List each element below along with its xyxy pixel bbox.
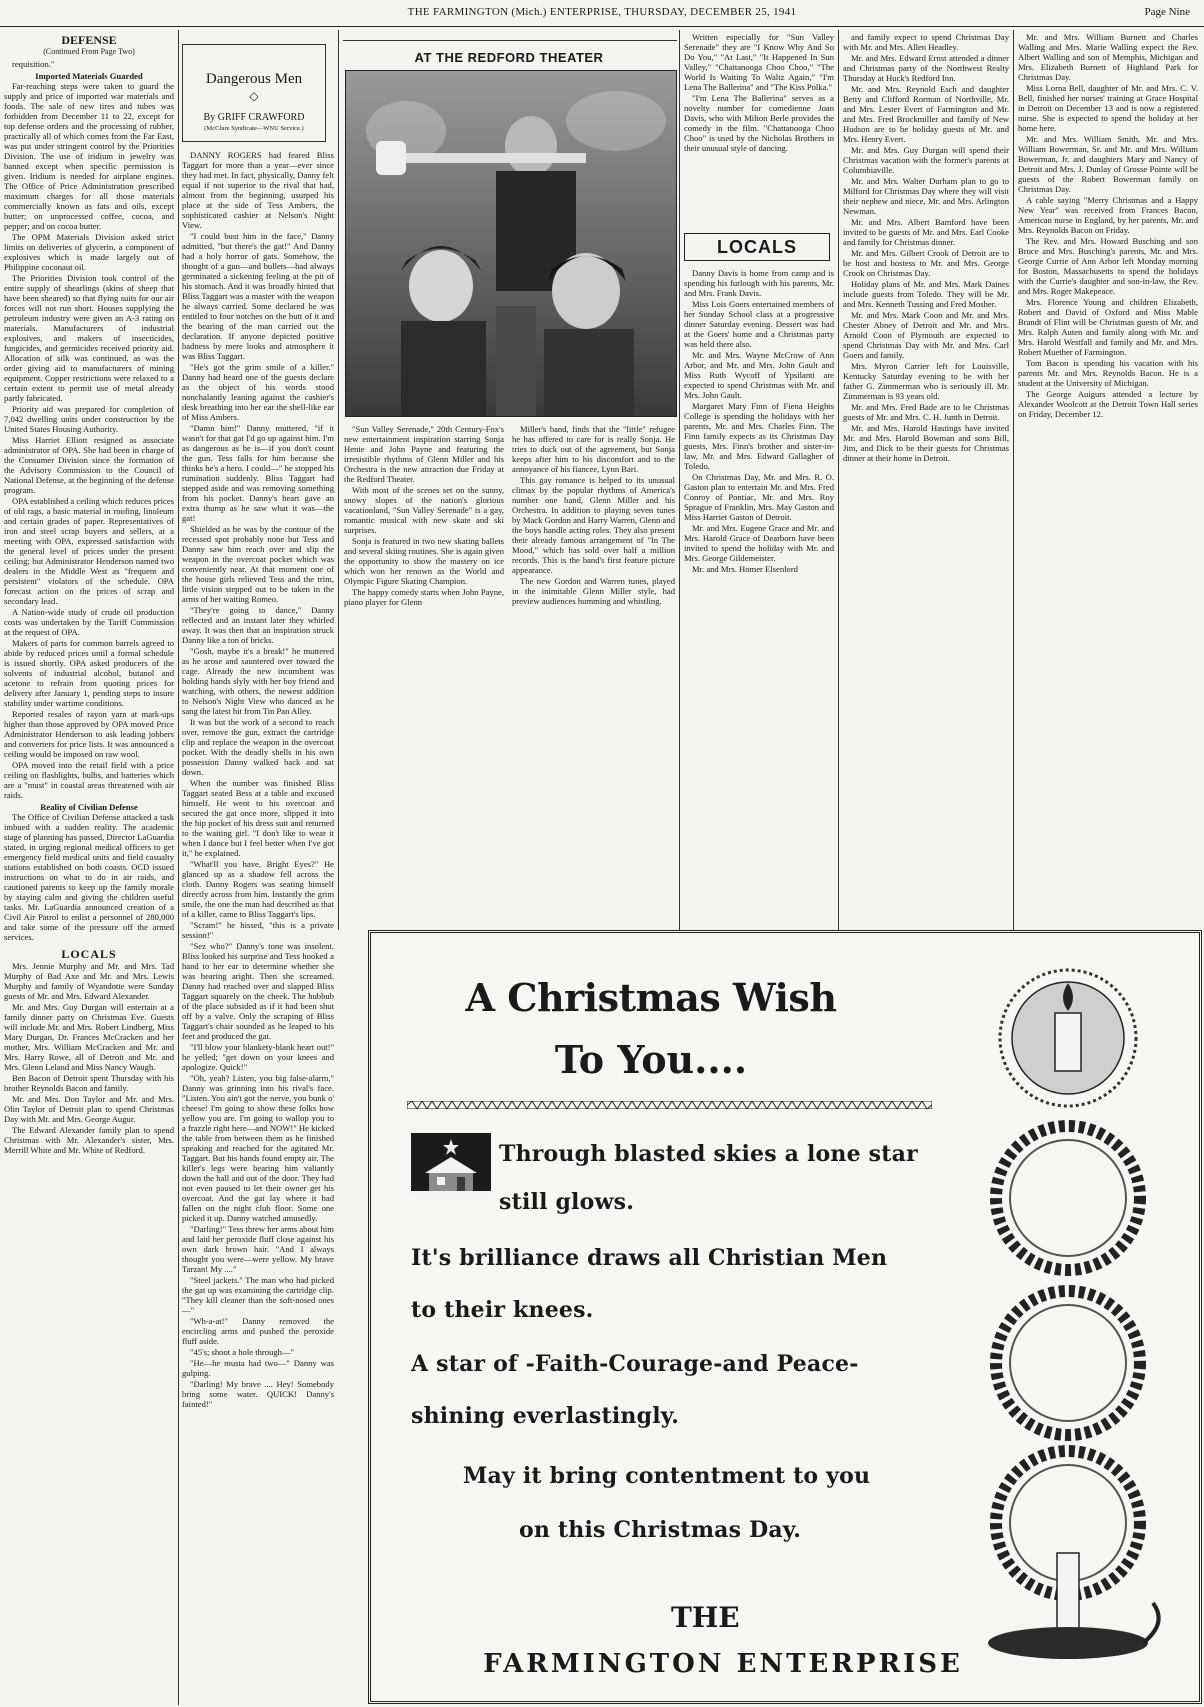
paragraph: Mr. and Mrs. Wayne McCrow of Ann Arbor, and Mr. and Mrs. John Gault and Miss Ruth Wycoff of Ypsilanti are expected to spend Christmas with Mr. and Mrs. John Gault. [684,350,834,400]
ad-title-line2: To You.... [554,1037,748,1082]
christmas-ad [368,930,1202,1704]
paragraph: The Rev. and Mrs. Howard Busching and son Bruce and Mrs. Busching's parents, Mr. and Mrs. George Currie of Ann Arbor left Monday morning for Boston, Massachusetts to spend the holidays with the Currie's daughter and son-in-law, the Rev. and Mrs. Roger Makepeace. [1018,236,1198,296]
column-story [182,150,334,1702]
candle-wreath-illustration [963,953,1173,1673]
column-locals-b [843,32,1009,912]
paragraph: Mr. and Mrs. Edward Ernst attended a dinner and Christmas party of the Northwest Realty Thursday at Huck's Redford Inn. [843,53,1009,83]
theater-rule [343,40,677,41]
defense-heading: DEFENSE [61,33,117,47]
paragraph: The Priorities Division took control of the entire supply of shearlings (skins of sheep that have been sheared) so that flying suits for our air forces will not run short. Houses supplying the petroleum industry were given an A-3 rating on materials. Manufacturers of industrial explosives, and makers of insecticides, fungicides, and germicides received priority aid. Allocation of silk was continued, as was the order giving aid to manufacturers of mining equipment. Copper restrictions were relaxed to a certain extent to permit use of metal already partly fabricated. [4,273,174,403]
page-number: Page Nine [1144,6,1190,18]
paragraph: The George Auigurs attended a lecture by Alexander Woolcott at the Detroit Town Hall series on Friday, December 12. [1018,389,1198,419]
column-locals-c [1018,32,1198,912]
paragraph: Mr. and Mrs. William Burnett and Charles Walling and Mrs. Marie Walling expect the Rev. Albert Walling and son of Memphis, Michigan and Mrs. Elizabeth Burnett of Highland Park for Christmas Day. [1018,32,1198,82]
paragraph: "Oh, yeah? Listen, you big false-alarm," Danny was grinning into his rival's face. "Listen. You ain't got the nerve, you bunk o' cheese! I'm going to show these folks how yellow you are. I'm going to wallop you to a frazzle right here—and NOW!" He kicked the table from between them as he finished speaking and reached for the agitated Mr. Taggart. But his hands found empty air. The killer's legs were bearing him valiantly down the hall and out of the door. They had not even paused to let their owner get his overcoat. And the gat lay where it had fallen on the night club floor. Some one picked it up. Danny watched amusedly. [182,1073,334,1223]
paragraph: "I could bust him in the face," Danny admitted, "but there's the gat!" And Danny had a holy horror of gats. Somehow, the thought of a gun—and bullets—had always germinated a sickening feeling at the pit of his stomach. And it was broadly hinted that Bliss Taggart was a master with the weapon he always carried. Some declared he was entitled to four notches on the butt of it and the bearing of the man carried out the declaration. If anyone depicted positive badness by mere looks and atmosphere it was Bliss Taggart. [182,231,334,361]
paragraph: Ben Bacon of Detroit spent Thursday with his brother Reynolds Bacon and family. [4,1073,174,1093]
ad-verse-line: on this Christmas Day. [519,1517,802,1543]
column-locals-a [684,268,834,908]
ad-title-line1: A Christmas Wish [465,975,837,1020]
crosshead: Imported Materials Guarded [35,71,143,81]
paragraph: Mr. and Mrs. Harold Hastings have invited Mr. and Mrs. Harold Bowman and sons Bill, Jim, and Dick to be their guests for Christmas dinner at their home in Detroit. [843,423,1009,463]
story-byline: By GRIFF CRAWFORD [203,112,305,123]
paragraph: requisition." [12,59,55,69]
ad-brand-line2: FARMINGTON ENTERPRISE [483,1649,963,1679]
theater-column-b [512,424,675,904]
paragraph: A Nation-wide study of crude oil production costs was undertaken by the Tariff Commission at the request of OPA. [4,607,174,637]
paragraph: "Steel jackets." The man who had picked the gat up was examining the cartridge clip. "They kill cleaner than the soft-nosed ones—" [182,1275,334,1315]
paragraph: Miss Lois Goers entertained members of her Sunday School class at a progressive dinner Saturday evening. Dessert was had at the Goers' home and a Christmas party was held there also. [684,299,834,349]
paragraph: "I'll blow your blankety-blank heart out!" he yelled; "get down on your knees and apologize. Quick!" [182,1042,334,1072]
paragraph: "Sun Valley Serenade," 20th Century-Fox's new entertainment inspiration starring Sonja Henie and John Payne and featuring the irresistible rhythms of Glenn Miller and his Orchestra is the new attraction due Friday at the Redford Theater. [344,424,504,484]
paragraph: Makers of parts for common barrels agreed to abide by reduced prices until a formal schedule is issued shortly. OPA asked producers of the solvents of industrial alcohol, butanol and acetone to refrain from quoting prices for delivery after January 1, pending steps to insure stability under wartime conditions. [4,638,174,708]
paragraph: "Sez who?" Danny's tone was insolent. Bliss looked his surprise and Tess hooked a hand to her ear to determine whether she was hearing aright. Then she screamed. Danny had reached over and slapped Bliss Taggart squarely on the cheek. The hubbub of the place subsided as if it had been shut off by a valve. Only the scraping of Bliss Taggart's chair sounded as he leaped to his feet and produced the gat. [182,941,334,1041]
locals-banner [684,233,830,261]
paragraph: "45's; shoot a hole through—" [190,1347,295,1357]
paragraph: "Scram!" he hissed, "this is a private session!" [182,920,334,940]
column-rule [679,30,680,930]
story-headline-box [182,44,326,142]
column-rule [1013,30,1014,930]
paragraph: The happy comedy starts when John Payne, piano player for Glenn [344,587,504,607]
paragraph: With most of the scenes set on the sunny, snowy slopes of the nation's glorious vacationland, "Sun Valley Serenade" is a gay, romantic musical with new skate and ski surprises. [344,485,504,535]
paragraph: When the number was finished Bliss Taggart seated Bess at a table and excused himself. He went to his overcoat and secured the gat once more, slipped it into the hip pocket of his dress suit and returned to the waiting girl. "I don't like to wear it when I dance but I feel better when I've got it," he explained. [182,778,334,858]
paragraph: "Darling!" Tess threw her arms about him and laid her peroxide fluff close against his own dark brown hair. "And I always thought you were—were yellow. My brave Tarzan! My ...." [182,1224,334,1274]
column-rule [178,30,179,1705]
locals-heading: LOCALS [61,947,117,961]
paragraph: OPA established a ceiling which reduces prices of old rags, a basic material in roofing, linoleum and certain grades of paper. Representatives of iron and steel scrap buyers and sellers, at a meeting with OPA, expressed satisfaction with the general level of prices under the present ceiling; but Administrator Henderson named two dealers in the Middle West as "frequent and persistent" violators of the schedule. OPA forecast action on the prices of scrap and secondary lead. [4,496,174,606]
paragraph: Priority aid was prepared for completion of 7,042 dwelling units under construction by the United States Housing Authority. [4,404,174,434]
paragraph: Miller's band, finds that the "little" refugee he has offered to care for is really Sonja. He tries to duck out of the agreement, but Sonja keeps after him to his discomfort and to the annoyance of his fiancee, Lynn Bari. [512,424,675,474]
paragraph: The Office of Civilian Defense attacked a task imbued with a sudden reality. The academic stage of planning has passed, Director LaGuardia stated, in urging regional medical officers to get emergency field medical units and field casualty stations established on both coasts. OCD issued instructions on what to do in air raids, and cautioned parents to keep up the family morale by staying calm and giving the children useful tasks. Mr. LaGuardia announced creation of a Civil Air Patrol to enlist a personnel of 280,000 and take some of the pressure off the armed services. [4,812,174,942]
paragraph: Margaret Mary Finn of Fiena Heights College is spending the holidays with her parents, Mr. and Mrs. Charles Finn. The Finn family expects as its Christmas Day guests, Mrs. Finn's brother and sister-in-law, Mr. and Mrs. Edward Gallagher of Toledo. [684,401,834,471]
column-theater-continued [684,32,834,227]
paragraph: and family expect to spend Christmas Day with Mr. and Mrs. Allen Headley. [843,32,1009,52]
column-rule [339,930,340,1700]
paragraph: "Darling! My brave .... Hey! Somebody bring some water. QUICK! Danny's fainted!" [182,1379,334,1409]
paragraph: Holiday plans of Mr. and Mrs. Mark Daines include guests from Toledo. They will be Mr. and Mrs. Kenneth Tussing and Fred Mosher. [843,279,1009,309]
ad-verse-line: It's brilliance draws all Christian Men [411,1245,888,1271]
paragraph: Mrs. Florence Young and children Elizabeth, Robert and David of Oxford and Miss Mable Brandt of Flint will be Christmas guests of Mr. and Mrs. Ralph Auten and family along with Mr. and Mrs. Harold Westfall and family and Mr. and Mrs. Robert Muether of Farmington. [1018,297,1198,357]
defense-subhead: (Continued From Page Two) [43,47,135,56]
paragraph: Mr. and Mrs. Eugene Grace and Mr. and Mrs. Harold Grace of Dearborn have been invited to spend the holiday with Mr. and Mrs. George Gildemeister. [684,523,834,563]
ad-verse-line: May it bring contentment to you [463,1463,871,1489]
paragraph: Shielded as he was by the contour of the recessed spot probably none but Tess and Danny saw him reach over and slip the weapon in the overcoat pocket which was conveniently near. At that moment one of the house girls relieved Tess and the trim, little vision stepped out to be taken in the arms of her waiting Romeo. [182,524,334,604]
crosshead: Reality of Civilian Defense [40,802,138,812]
masthead-title: THE FARMINGTON (Mich.) ENTERPRISE, THURSDAY, DECEMBER 25, 1941 [407,6,797,18]
ornament-icon: ◇ [249,89,259,103]
masthead [0,0,1204,27]
paragraph: Mrs. Jennie Murphy and Mr. and Mrs. Tad Murphy of Bad Axe and Mr. and Mrs. Lewis Murphy and family of Wyandotte were Sunday guests of Mr. and Mrs. Edward Alexander. [4,961,174,1001]
story-syndicate: (McClure Syndicate—WNU Service.) [204,125,304,132]
paragraph: Miss Harriet Elliott resigned as associate administrator of OPA. She had been in charge of the Consumer Division since the formation of the Advisory Commission to the Council of National Defense, at the beginning of the defense program. [4,435,174,495]
snowy-cabin-icon [411,1133,491,1197]
ad-verse-line: shining everlastingly. [411,1403,680,1429]
paragraph: Far-reaching steps were taken to guard the supply and price of imported war materials and foods. The sale of new tires and tubes was forbidden from December 11 to 22, except for top defense orders and the processing of rubber, practically all of which comes from the Far East, was put under stringent control by the Priorities Division. The use of iridium in jewelry was banned except when specific permission is given. Iridium is needed for airplane engines. The Office of Price Administration prescribed maximum charges for all those materials commercially known as fats and oils, except butter; on unprocessed coffee, cocoa, and pepper; and on cocoa butter. [4,81,174,231]
theater-column-a [344,424,504,904]
paragraph: Tom Bacon is spending his vacation with his parents Mr. and Mrs. Reynolds Bacon. He is a student at the University of Michigan. [1018,358,1198,388]
paragraph: Mr. and Mrs. Guy Durgan will entertain at a family dinner party on Christmas Eve. Guests will include Mr. and Mrs. Robert Lindberg, Miss Mary Durgan, Dr. Frances McCracken and her mother, Mrs. William McCracken and Mr. and Mrs. Harry Rowe, all of Detroit and Mr. and Mrs. Glenn Leland and Miss Nancy Waugh. [4,1002,174,1072]
paragraph: Mr. and Mrs. Fred Bade are to be Christmas guests of Mr. and Mrs. C. H. Junth in Detroit. [843,402,1009,422]
paragraph: Mr. and Mrs. Reynold Esch and daughter Betty and Clifford Rorman of Northville, Mr. and Mrs. Lester Evert of Farmington and Mr. and Mrs. Fred Brockmiller and family of New Hudson are to be holiday guests of Mr. and Mrs. Henry Evert. [843,84,1009,144]
paragraph: The new Gordon and Warren tunes, played in the inimitable Glenn Miller style, had preview audiences humming and whistling. [512,576,675,606]
ad-verse-line: to their knees. [411,1297,594,1323]
paragraph: It was but the work of a second to reach over, remove the gun, extract the cartridge clip and replace the weapon in the overcoat pocket. With the deadly shells in his own possession Danny walked back and sat down. [182,717,334,777]
theater-photo [345,70,677,417]
zigzag-divider [407,1101,932,1109]
column-rule [338,30,339,930]
paragraph: The Edward Alexander family plan to spend Christmas with Mr. Alexander's sister, Mrs. Merrill White and Mr. White of Redford. [4,1125,174,1155]
paragraph: This gay romance is helped to its unusual climax by the popular rhythms of America's number one band, Glenn Miller and his Orchestra. In addition to playing seven tunes by Mack Gordon and Harry Warren, Glenn and the boys handle acting roles. They also present their already famous arrangement of "In The Mood," which has sold over half a million records. This is the band's first feature picture appearance. [512,475,675,575]
paragraph: Mr. and Mrs. William Smith, Mr. and Mrs. William Bowerman, Sr. and Mr. and Mrs. William Bowerman, Jr. and daughters Mary and Nancy of Detroit and Mrs. J. Dunlay of Grosse Pointe will be guests of the Robert Bowerman family on Christmas Day. [1018,134,1198,194]
locals-banner-label: LOCALS [717,237,797,257]
paragraph: Written especially for "Sun Valley Serenade" they are "I Know Why And So Do You," "At Last," "It Happened In Sun Valley," "Chattanooga Choo Choo," "The World Is Waiting To Waltz Again," "I'm Lena The Ballerina" and "The Kiss Polka." [684,32,834,92]
paragraph: Mr. and Mrs. Albert Bamford have been invited to be guests of Mr. and Mrs. Earl Cooke and family for Christmas dinner. [843,217,1009,247]
ad-verse-line: Through blasted skies a lone star [499,1141,918,1167]
photo-illustration [346,71,676,416]
paragraph: A cable saying "Merry Christmas and a Happy New Year" was received from Frances Bacon, American nurse in England, by her parents, Mr. and Mrs. Reynolds Bacon on Friday. [1018,195,1198,235]
column-rule [838,30,839,930]
paragraph: DANNY ROGERS had feared Bliss Taggart for more than a year—ever since they had met. In fact, physically, Danny felt equal if not superior to the rival that had, almost from the beginning, usurped his place at the side of Tess Ambers, the sophisticated cashier at Nelson's Night View. [182,150,334,230]
paragraph: Mr. and Mrs. Gilbert Crook of Detroit are to be host and hostess to Mr. and Mrs. George Crook on Christmas Day. [843,248,1009,278]
paragraph: Danny Davis is home from camp and is spending his furlough with his parents, Mr. and Mrs. Frank Davis. [684,268,834,298]
paragraph: Sonja is featured in two new skating ballets and several skiing routines. She is again given the opportunity to show the mastery on ice which won her renown as the World and Olympic Figure Skating Champion. [344,536,504,586]
paragraph: "What'll you have, Bright Eyes?" He glanced up as a shadow fell across the cloth. Danny Rogers was seating himself directly across from him. Instantly the grim smile, the one the man had described as that of a killer, came to Bliss Taggart's lips. [182,859,334,919]
paragraph: Mrs. Myron Carrier left for Louisville, Kentucky Saturday evening to be with her father G. Zimmerman who is seriously ill. Mr. Zimmerman is 93 years old. [843,361,1009,401]
paragraph: Mr. and Mrs. Walter Durham plan to go to Milford for Christmas Day where they will visit their nephew and niece, Mr. and Mrs. Arlington Newman. [843,176,1009,216]
ad-verse-line: A star of -Faith-Courage-and Peace- [411,1351,859,1377]
paragraph: OPA moved into the retail field with a price ceiling on flashlights, bulbs, and batteries which are a "must" in coastal areas threatened with air raids. [4,760,174,800]
paragraph: The OPM Materials Division asked strict limits on deliveries of glycerin, a component of explosives which is made largely out of Philippine coconaut oil. [4,232,174,272]
story-title: Dangerous Men [205,71,303,87]
paragraph: Mr. and Mrs. Homer Elsenlord [692,564,798,574]
theater-heading: AT THE REDFORD THEATER [414,50,604,65]
paragraph: "I'm Lena The Ballerina" serves as a novelty number for comedienne Joan Davis, who with Milton Berle provides the comedy in the film. "Chattanooga Choo Choo" is used by the Nicholas Brothers in their unusual style of dancing. [684,93,834,153]
paragraph: "He's got the grim smile of a killer." Danny had heard one of the guests declare as the object of his words stood nonchalantly leaning against the cashier's desk breathing into her ear the shell-like ear of Miss Ambers. [182,362,334,422]
ad-brand-line1: THE [671,1601,740,1634]
paragraph: On Christmas Day, Mr. and Mrs. R. O. Gaston plan to entertain Mr. and Mrs. Fred Conroy of Pontiac, Mr. and Mrs. Roy Sprague of Franklin, Mrs. May Gaston and Miss Harriet Gaston of Detroit. [684,472,834,522]
column-defense [4,32,174,1702]
paragraph: "Wh-a-at!" Danny removed the encircling arms and pushed the peroxide fluff aside. [182,1316,334,1346]
paragraph: Reported resales of rayon yarn at mark-ups higher than those approved by OPA moved Price Administrator Henderson to ask leading jobbers and converters for price lists. It was announced a ceiling would be imposed on raw wool. [4,709,174,759]
paragraph: "He—he musta had two—" Danny was gulping. [182,1358,334,1378]
paragraph: "Damn him!" Danny muttered, "if it wasn't for that gat I'd go up against him. I'm as dangerous as he is—if you don't count the gun. Tess falls for him because she thinks he's a hero. I could—" he stopped his rumination suddenly. Bliss Taggart had stepped aside and was removing something from his pocket. Danny's heart gave an extra thump as he saw what it was—the gat! [182,423,334,523]
paragraph: Mr. and Mrs. Mark Coon and Mr. and Mrs. Chester Abney of Detroit and Mr. and Mrs. Arnold Coon of Plymouth are expected to spend Christmas Day with Mr. and Mrs. Carl Goers and family. [843,310,1009,360]
paragraph: Miss Lorna Bell, daughter of Mr. and Mrs. C. V. Bell, finished her nurses' training at Grace Hospital in Detroit on December 13 and is now a registered nurse. She is expected to spend the holiday at her home here. [1018,83,1198,133]
paragraph: Mr. and Mrs. Don Taylor and Mr. and Mrs. Olin Taylor of Detroit plan to spend Christmas Day with Mr. and Mrs. George Augur. [4,1094,174,1124]
paragraph: Mr. and Mrs. Guy Durgan will spend their Christmas vacation with the former's parents at Columbiaville. [843,145,1009,175]
paragraph: "Gosh, maybe it's a break!" he muttered as he arose and sauntered over toward the cage. Already the new incumbent was holding hands slyly with her boy friend and watching, with others, the newest addition to Nelson's Night View who danced as he sang the latest hit from Tin Pan Alley. [182,646,334,716]
ad-verse-line: still glows. [499,1189,635,1215]
paragraph: "They're going to dance," Danny reflected and an instant later they whirled away. It was then that an inspiration struck Danny like a ton of bricks. [182,605,334,645]
